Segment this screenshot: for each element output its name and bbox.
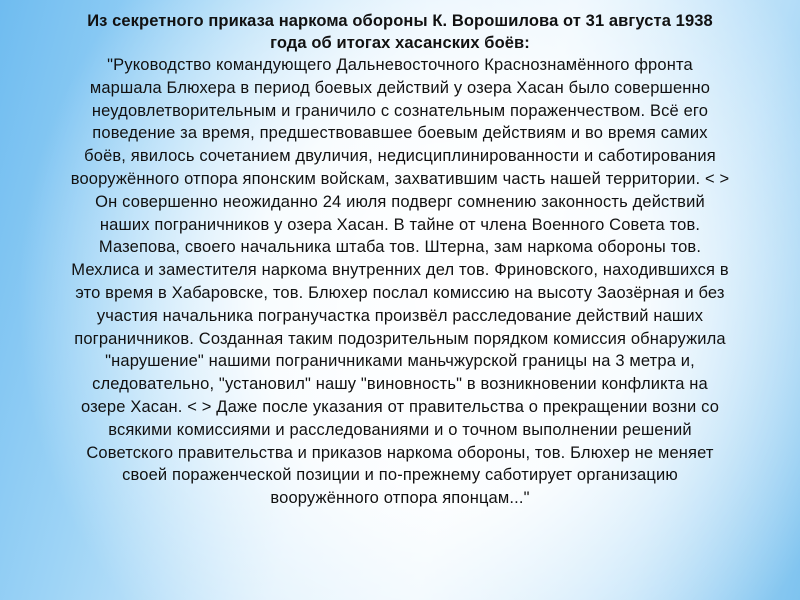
- quote-line: Мехлиса и заместителя наркома внутренних дел тов. Фриновского, находившихся в: [71, 261, 729, 280]
- quote-line: всякими комиссиями и расследованиями и о точном выполнении решений: [108, 420, 692, 439]
- quote-line: своей пораженческой позиции и по-прежнему саботирует организацию: [122, 466, 678, 485]
- quote-line: следовательно, "установил" нашу "виновность" в возникновении конфликта на: [92, 375, 708, 394]
- quote-line: наших пограничников у озера Хасан. В тайне от члена Военного Совета тов.: [99, 215, 701, 234]
- quote-line: участия начальника погранучастка произвёл расследование действий наших: [96, 306, 704, 325]
- quote-line: пограничников. Созданная таким подозрительным порядком комиссия обнаружила: [74, 329, 726, 348]
- slide-title: [10, 10, 790, 54]
- quote-text: [10, 54, 790, 510]
- quote-line: неудовлетворительным и граничило с сознательным пораженчеством. Всё его: [91, 101, 709, 120]
- slide-content: [10, 10, 790, 510]
- quote-line: "нарушение" нашими пограничниками маньчжурской границы на 3 метра и,: [105, 352, 695, 371]
- title-line: Из секретного приказа наркома обороны К. Ворошилова от 31 августа 1938: [87, 12, 713, 30]
- quote-line: это время в Хабаровске, тов. Блюхер послал комиссию на высоту Заозёрная и без: [75, 283, 725, 302]
- quote-line: "Руководство командующего Дальневосточного Краснознамённого фронта: [107, 56, 693, 74]
- quote-line: поведение за время, предшествовавшее боевым действиям и во время самих: [92, 124, 708, 143]
- quote-line: маршала Блюхера в период боевых действий у озера Хасан было совершенно: [89, 78, 711, 97]
- quote-line: вооружённого отпора японцам...": [270, 489, 530, 508]
- quote-line: боёв, явилось сочетанием двуличия, недисциплинированности и саботирования: [84, 147, 716, 166]
- quote-line: озере Хасан. < > Даже после указания от правительства о прекращении возни со: [80, 397, 720, 416]
- quote-line: Советского правительства и приказов наркома обороны, тов. Блюхер не меняет: [86, 443, 714, 462]
- quote-line: Он совершенно неожиданно 24 июля подверг сомнению законность действий: [95, 192, 705, 211]
- title-line: года об итогах хасанских боёв:: [270, 34, 530, 52]
- quote-line: вооружённого отпора японским войскам, захватившим часть нашей территории. < >: [70, 169, 730, 188]
- quote-line: Мазепова, своего начальника штаба тов. Штерна, зам наркома обороны тов.: [98, 238, 702, 257]
